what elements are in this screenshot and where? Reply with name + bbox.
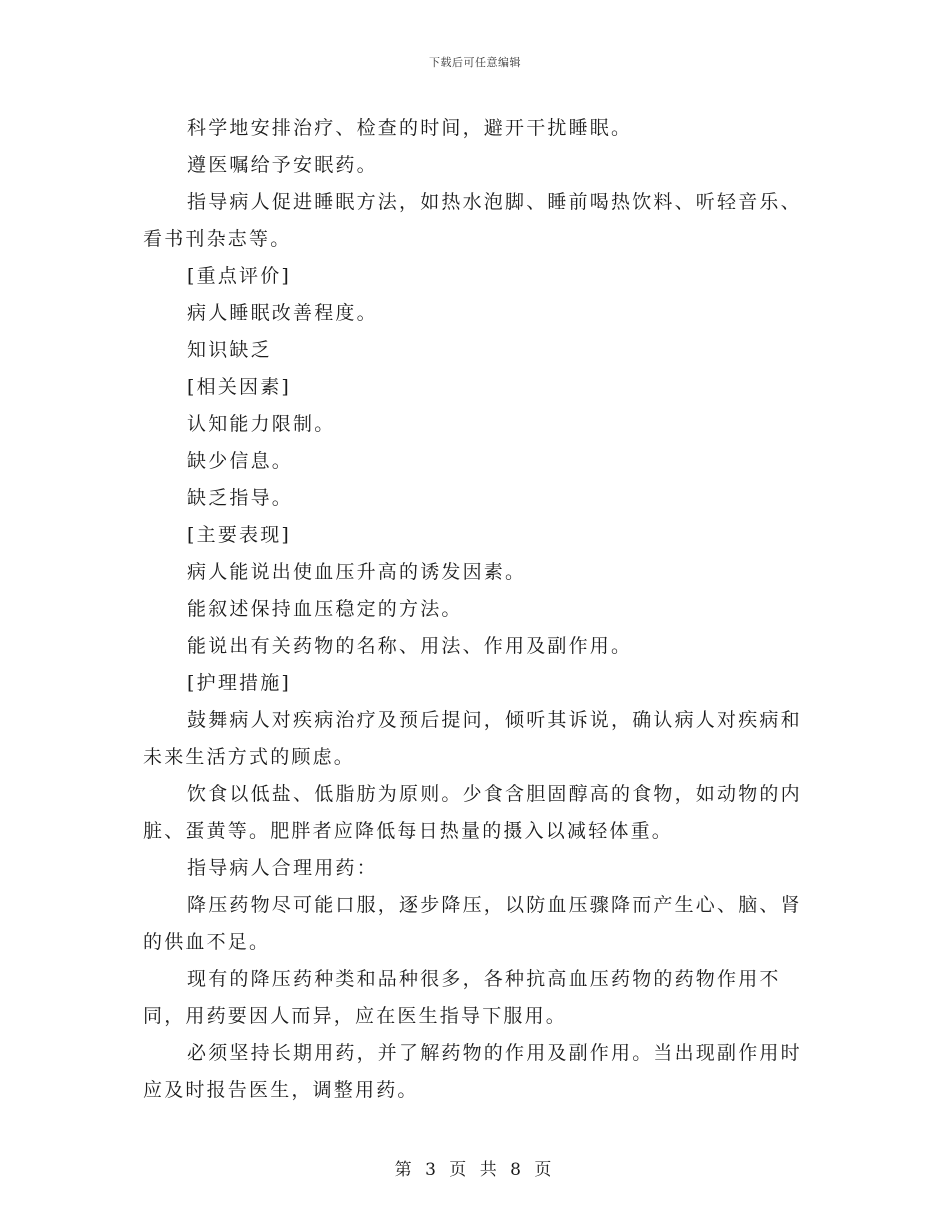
paragraph: 能说出有关药物的名称、用法、作用及副作用。 [187, 635, 633, 657]
paragraph: 必须坚持长期用药，并了解药物的作用及副作用。当出现副作用时应及时报告医生，调整用药。 [143, 1042, 802, 1101]
section-heading: [主要表现] [187, 524, 292, 546]
paragraph: 降压药物尽可能口服，逐步降压，以防血压骤降而产生心、脑、肾的供血不足。 [143, 894, 802, 953]
section-heading: 知识缺乏 [187, 339, 272, 361]
paragraph: 遵医嘱给予安眠药。 [187, 154, 378, 176]
paragraph: 科学地安排治疗、检查的时间，避开干扰睡眠。 [187, 117, 633, 139]
paragraph: 认知能力限制。 [187, 413, 336, 435]
paragraph: 现有的降压药种类和品种很多，各种抗高血压药物的药物作用不同，用药要因人而异，应在医生指导下服用。 [143, 968, 781, 1027]
paragraph: 缺乏指导。 [187, 487, 294, 509]
page-number: 第 3 页 共 8 页 [394, 1160, 556, 1180]
paragraph: 缺少信息。 [187, 450, 294, 472]
paragraph: 病人睡眠改善程度。 [187, 302, 378, 324]
section-heading: [护理措施] [187, 672, 292, 694]
paragraph: 指导病人合理用药： [187, 857, 378, 879]
paragraph: 病人能说出使血压升高的诱发因素。 [187, 561, 527, 583]
paragraph: 指导病人促进睡眠方法，如热水泡脚、睡前喝热饮料、听轻音乐、看书刊杂志等。 [143, 191, 802, 250]
document-body [143, 110, 815, 1109]
paragraph: 能叙述保持血压稳定的方法。 [187, 598, 463, 620]
paragraph: 饮食以低盐、低脂肪为原则。少食含胆固醇高的食物，如动物的内脏、蛋黄等。肥胖者应降低每日热量的摄入以减轻体重。 [143, 783, 802, 842]
section-heading: [相关因素] [187, 376, 292, 398]
header-note: 下载后可任意编辑 [429, 56, 521, 69]
paragraph: 鼓舞病人对疾病治疗及预后提问，倾听其诉说，确认病人对疾病和未来生活方式的顾虑。 [143, 709, 802, 768]
section-heading: [重点评价] [187, 265, 292, 287]
